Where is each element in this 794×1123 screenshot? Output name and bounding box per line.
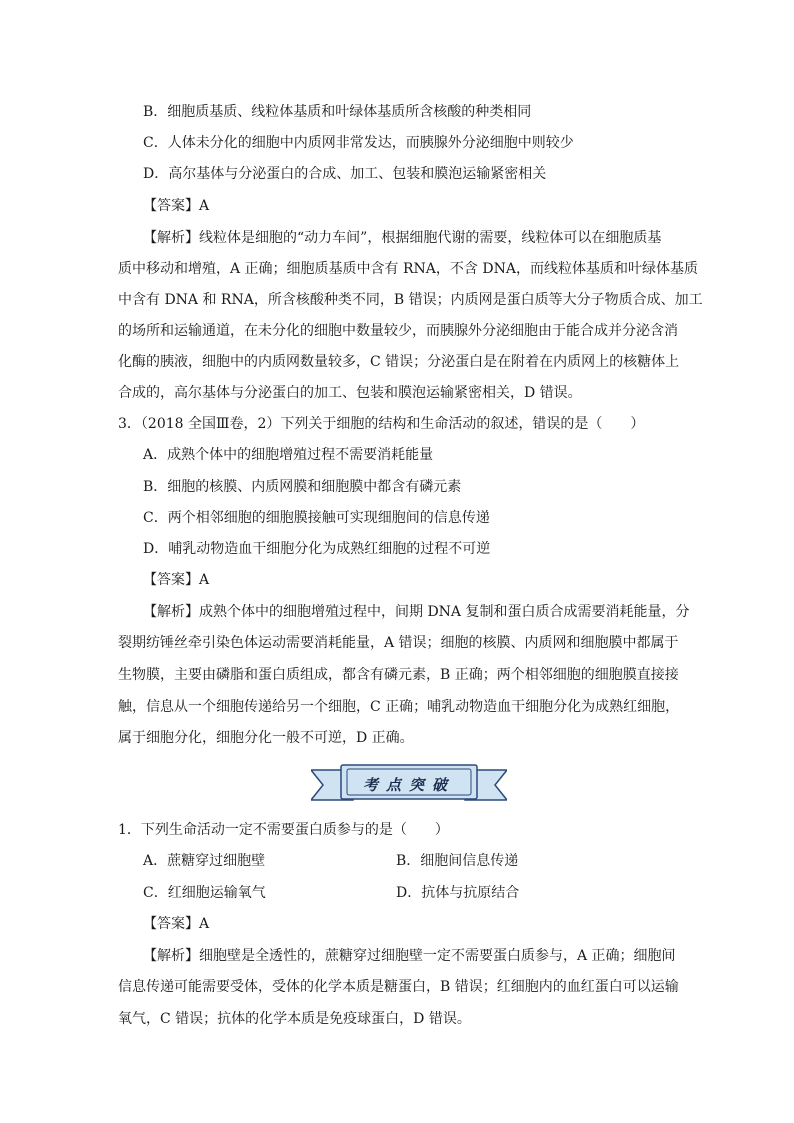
q3-option-a: A．成熟个体中的细胞增殖过程不需要消耗能量: [143, 447, 434, 463]
q1-option-a: A．蔗糖穿过细胞壁: [143, 853, 266, 869]
question-1-stem: 1．下列生命活动一定不需要蛋白质参与的是（ ）: [118, 822, 449, 838]
analysis-text: 细胞壁是全透性的，蔗糖穿过细胞壁一定不需要蛋白质参与，A 正确；细胞间: [199, 948, 676, 964]
q1-answer-line: [143, 914, 209, 934]
answer-label: 【答案】: [143, 198, 199, 214]
analysis-text: 线粒体是细胞的“动力车间”，根据细胞代谢的需要，线粒体可以在细胞质基: [199, 230, 662, 246]
answer-line: [143, 196, 209, 216]
analysis-label: 【解析】: [143, 948, 199, 964]
q1-option-d: D．抗体与抗原结合: [396, 885, 520, 901]
option-b: B．细胞质基质、线粒体基质和叶绿体基质所含核酸的种类相同: [143, 104, 532, 120]
answer-value: A: [199, 572, 210, 588]
section-banner: [311, 762, 507, 806]
analysis-line: 质中移动和增殖，A 正确；细胞质基质中含有 RNA，不含 DNA，而线粒体基质和叶绿体基质: [118, 261, 698, 277]
answer-label: 【答案】: [143, 916, 199, 932]
q1-analysis-line: [143, 946, 676, 966]
answer-value: A: [199, 198, 210, 214]
q3-analysis-line: 生物膜，主要由磷脂和蛋白质组成，都含有磷元素，B 正确；两个相邻细胞的细胞膜直接接: [118, 667, 679, 683]
q3-answer-line: [143, 570, 209, 590]
q1-analysis-line: 信息传递可能需要受体，受体的化学本质是糖蛋白，B 错误；红细胞内的血红蛋白可以运输: [118, 979, 679, 995]
option-c: C．人体未分化的细胞中内质网非常发达，而胰腺外分泌细胞中则较少: [143, 135, 574, 151]
analysis-line: 化酶的胰液，细胞中的内质网数量较多，C 错误；分泌蛋白是在附着在内质网上的核糖体上: [118, 354, 680, 370]
analysis-text: 成熟个体中的细胞增殖过程中，间期 DNA 复制和蛋白质合成需要消耗能量，分: [199, 604, 690, 620]
analysis-label: 【解析】: [143, 230, 199, 246]
q3-option-b: B．细胞的核膜、内质网膜和细胞膜中都含有磷元素: [143, 479, 462, 495]
q3-analysis-line: [143, 602, 689, 622]
analysis-line: 中含有 DNA 和 RNA，所含核酸种类不同，B 错误；内质网是蛋白质等大分子物质合成、加工: [118, 292, 703, 308]
analysis-line: 的场所和运输通道，在未分化的细胞中数量较少，而胰腺外分泌细胞由于能合成并分泌含消: [118, 323, 678, 339]
q3-analysis-line: 裂期纺锤丝牵引染色体运动需要消耗能量，A 错误；细胞的核膜、内质网和细胞膜中都属于: [118, 635, 679, 651]
q3-option-d: D．哺乳动物造血干细胞分化为成熟红细胞的过程不可逆: [143, 541, 491, 557]
q3-option-c: C．两个相邻细胞的细胞膜接触可实现细胞间的信息传递: [143, 510, 490, 526]
q1-option-c: C．红细胞运输氧气: [143, 885, 266, 901]
answer-label: 【答案】: [143, 572, 199, 588]
analysis-line: [143, 228, 661, 248]
answer-value: A: [199, 916, 210, 932]
analysis-line: 合成的，高尔基体与分泌蛋白的加工、包装和膜泡运输紧密相关，D 错误。: [118, 385, 582, 401]
banner-title: 考点突破: [362, 775, 455, 794]
option-d: D．高尔基体与分泌蛋白的合成、加工、包装和膜泡运输紧密相关: [143, 166, 547, 182]
q3-analysis-line: 触，信息从一个细胞传递给另一个细胞，C 正确；哺乳动物造血干细胞分化为成熟红细胞，: [118, 699, 680, 715]
question-3-stem: 3．（2018 全国Ⅲ卷，2）下列关于细胞的结构和生命活动的叙述，错误的是（ ）: [118, 416, 645, 432]
q1-analysis-line: 氧气，C 错误；抗体的化学本质是免疫球蛋白，D 错误。: [118, 1011, 471, 1027]
q3-analysis-line: 属于细胞分化，细胞分化一般不可逆，D 正确。: [118, 730, 414, 746]
analysis-label: 【解析】: [143, 604, 199, 620]
q1-option-b: B．细胞间信息传递: [396, 853, 519, 869]
